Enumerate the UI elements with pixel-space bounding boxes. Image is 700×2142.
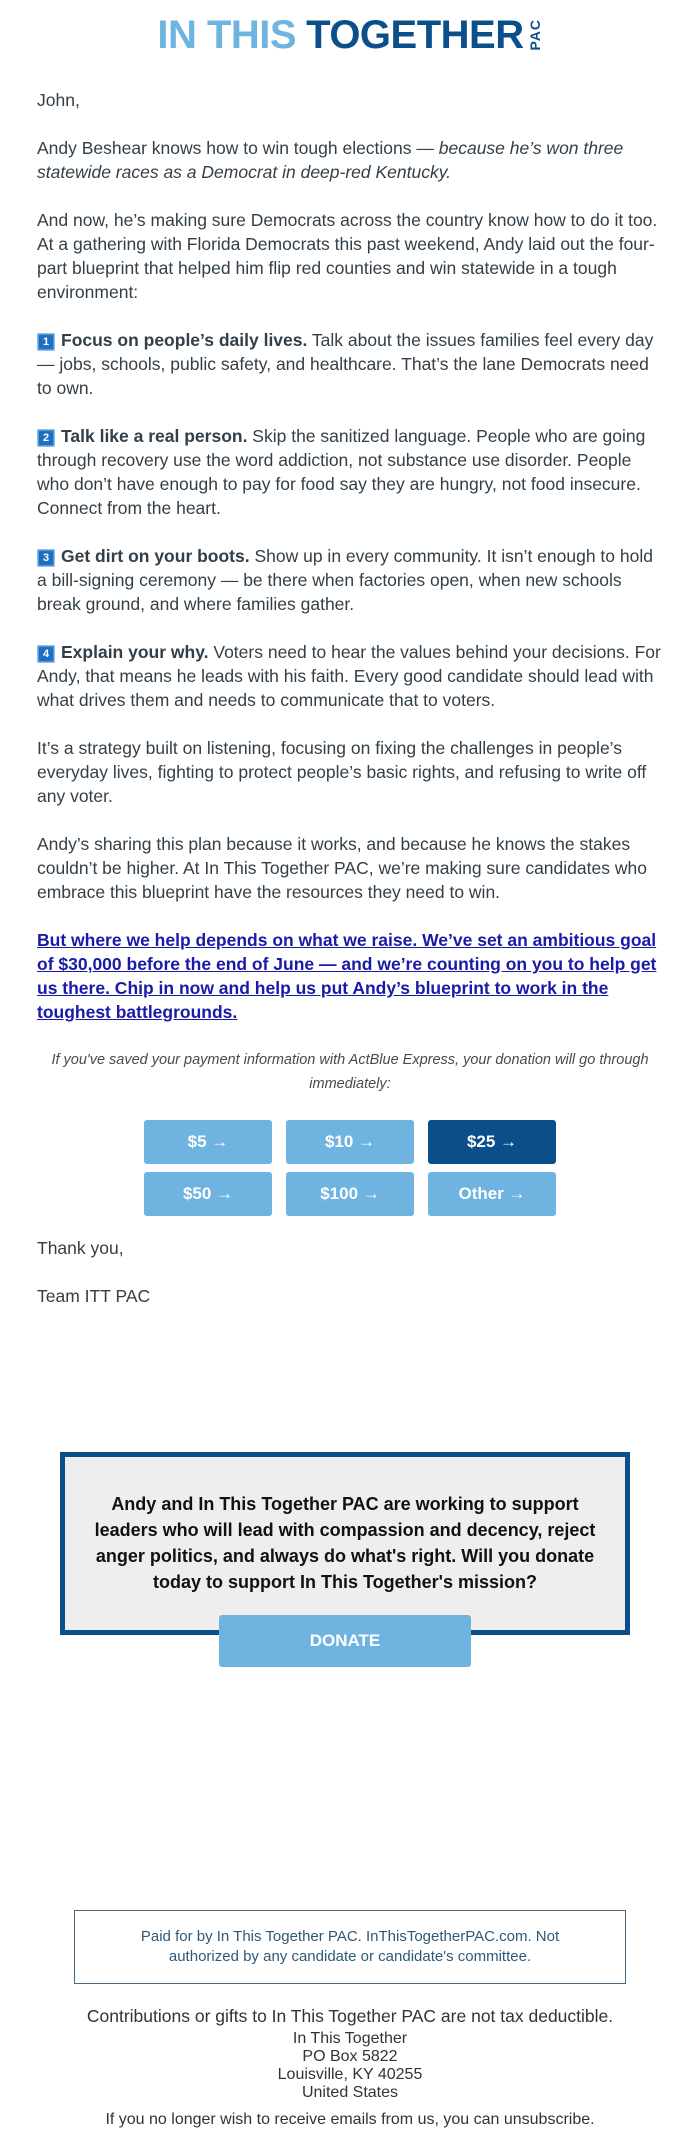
tax-note: Contributions or gifts to In This Together PAC are not tax deductible. [86, 2006, 614, 2026]
donate-50-button[interactable]: $50 → [144, 1172, 272, 1216]
point-4-text: Voters need to hear the values behind your decisions. For Andy, that means he leads with his faith. Every good candidate should lead with what drives them and needs to communicate that to voters. [37, 642, 661, 710]
intro-italic: because he’s won three statewide races as a Democrat in deep-red Kentucky. [37, 138, 624, 182]
point-3-text: Show up in every community. It isn’t enough to hold a bill-signing ceremony — be there when factories open, when new schools break ground, and where families gather. [37, 546, 653, 614]
donate-25-button[interactable]: $25 → [428, 1120, 556, 1164]
number-4-icon: 4 [37, 645, 55, 663]
donate-5-button[interactable]: $5 → [144, 1120, 272, 1164]
point-2 [37, 424, 663, 520]
actblue-note: If you've saved your payment information with ActBlue Express, your donation will go through immediately: [51, 1052, 649, 1092]
paid-for-disclaimer: Paid for by In This Together PAC. InThisTogetherPAC.com. Not authorized by any candidate or candidate's committee. [74, 1910, 626, 1984]
address-line-1: In This Together [292, 2030, 408, 2047]
intro-paragraph [37, 136, 663, 184]
point-1-text: Talk about the issues families feel every day — jobs, schools, public safety, and healthcare. That’s the lane Democrats need to own. [37, 330, 654, 398]
cta-paragraph [37, 928, 663, 1024]
point-3-title: Get dirt on your boots. [61, 546, 250, 566]
address-line-4: United States [301, 2084, 399, 2101]
point-1-title: Focus on people’s daily lives. [61, 330, 308, 350]
cta-donate-link[interactable]: But where we help depends on what we raise. We’ve set an ambitious goal of $30,000 before the end of June — and we’re counting on you to help get us there. Chip in now and help us put Andy’s blueprint to work in the toughest battlegrounds. [37, 930, 657, 1022]
unsubscribe-text[interactable]: If you no longer wish to receive emails from us, you can unsubscribe. [105, 2111, 595, 2128]
signoff: Thank you, [37, 1238, 124, 1258]
point-1 [37, 328, 663, 400]
address-line-2: PO Box 5822 [302, 2048, 398, 2065]
donate-10-button[interactable]: $10 → [286, 1120, 414, 1164]
logo-text-together: TOGETHER [306, 13, 524, 57]
point-4 [37, 640, 663, 712]
greeting: John, [37, 90, 80, 110]
mission-box [60, 1452, 630, 1650]
donate-100-button[interactable]: $100 → [286, 1172, 414, 1216]
donate-button[interactable]: DONATE [219, 1615, 471, 1667]
point-2-title: Talk like a real person. [61, 426, 248, 446]
point-3 [37, 544, 663, 616]
address-line-3: Louisville, KY 40255 [277, 2066, 423, 2083]
logo-text-in-this: IN THIS [157, 13, 297, 57]
blueprint-paragraph: And now, he’s making sure Democrats across the country know how to do it too. At a gathering with Florida Democrats this past weekend, Andy laid out the four-part blueprint that helped him flip red counties and win statewide in a tough environment: [37, 210, 658, 302]
intro-text: Andy Beshear knows how to win tough elections — [37, 138, 439, 158]
logo[interactable] [0, 10, 700, 60]
number-1-icon: 1 [37, 333, 55, 351]
point-2-text: Skip the sanitized language. People who are going through recovery use the word addiction, not substance use disorder. People who don’t have enough to pay for food say they are hungry, not food insecure. Connect from the heart. [37, 426, 646, 518]
donation-buttons [37, 1120, 663, 1216]
point-4-title: Explain your why. [61, 642, 209, 662]
footer [0, 2004, 700, 2130]
strategy-paragraph: It’s a strategy built on listening, focusing on fixing the challenges in people’s everyday lives, fighting to protect people’s basic rights, and refusing to write off any voter. [37, 738, 647, 806]
donate-other-button[interactable]: Other → [428, 1172, 556, 1216]
number-2-icon: 2 [37, 429, 55, 447]
signature: Team ITT PAC [37, 1286, 151, 1306]
mission-text: Andy and In This Together PAC are working to support leaders who will lead with compassion and decency, reject anger politics, and always do what's right. Will you donate today to support In This Together's mission? [94, 1494, 596, 1592]
number-3-icon: 3 [37, 549, 55, 567]
sharing-paragraph: Andy’s sharing this plan because it works, and because he knows the stakes couldn’t be higher. At In This Together PAC, we’re making sure candidates who embrace this blueprint have the resources they need to win. [37, 834, 647, 902]
logo-text-pac: PAC [526, 19, 543, 51]
email-body [37, 88, 663, 1332]
